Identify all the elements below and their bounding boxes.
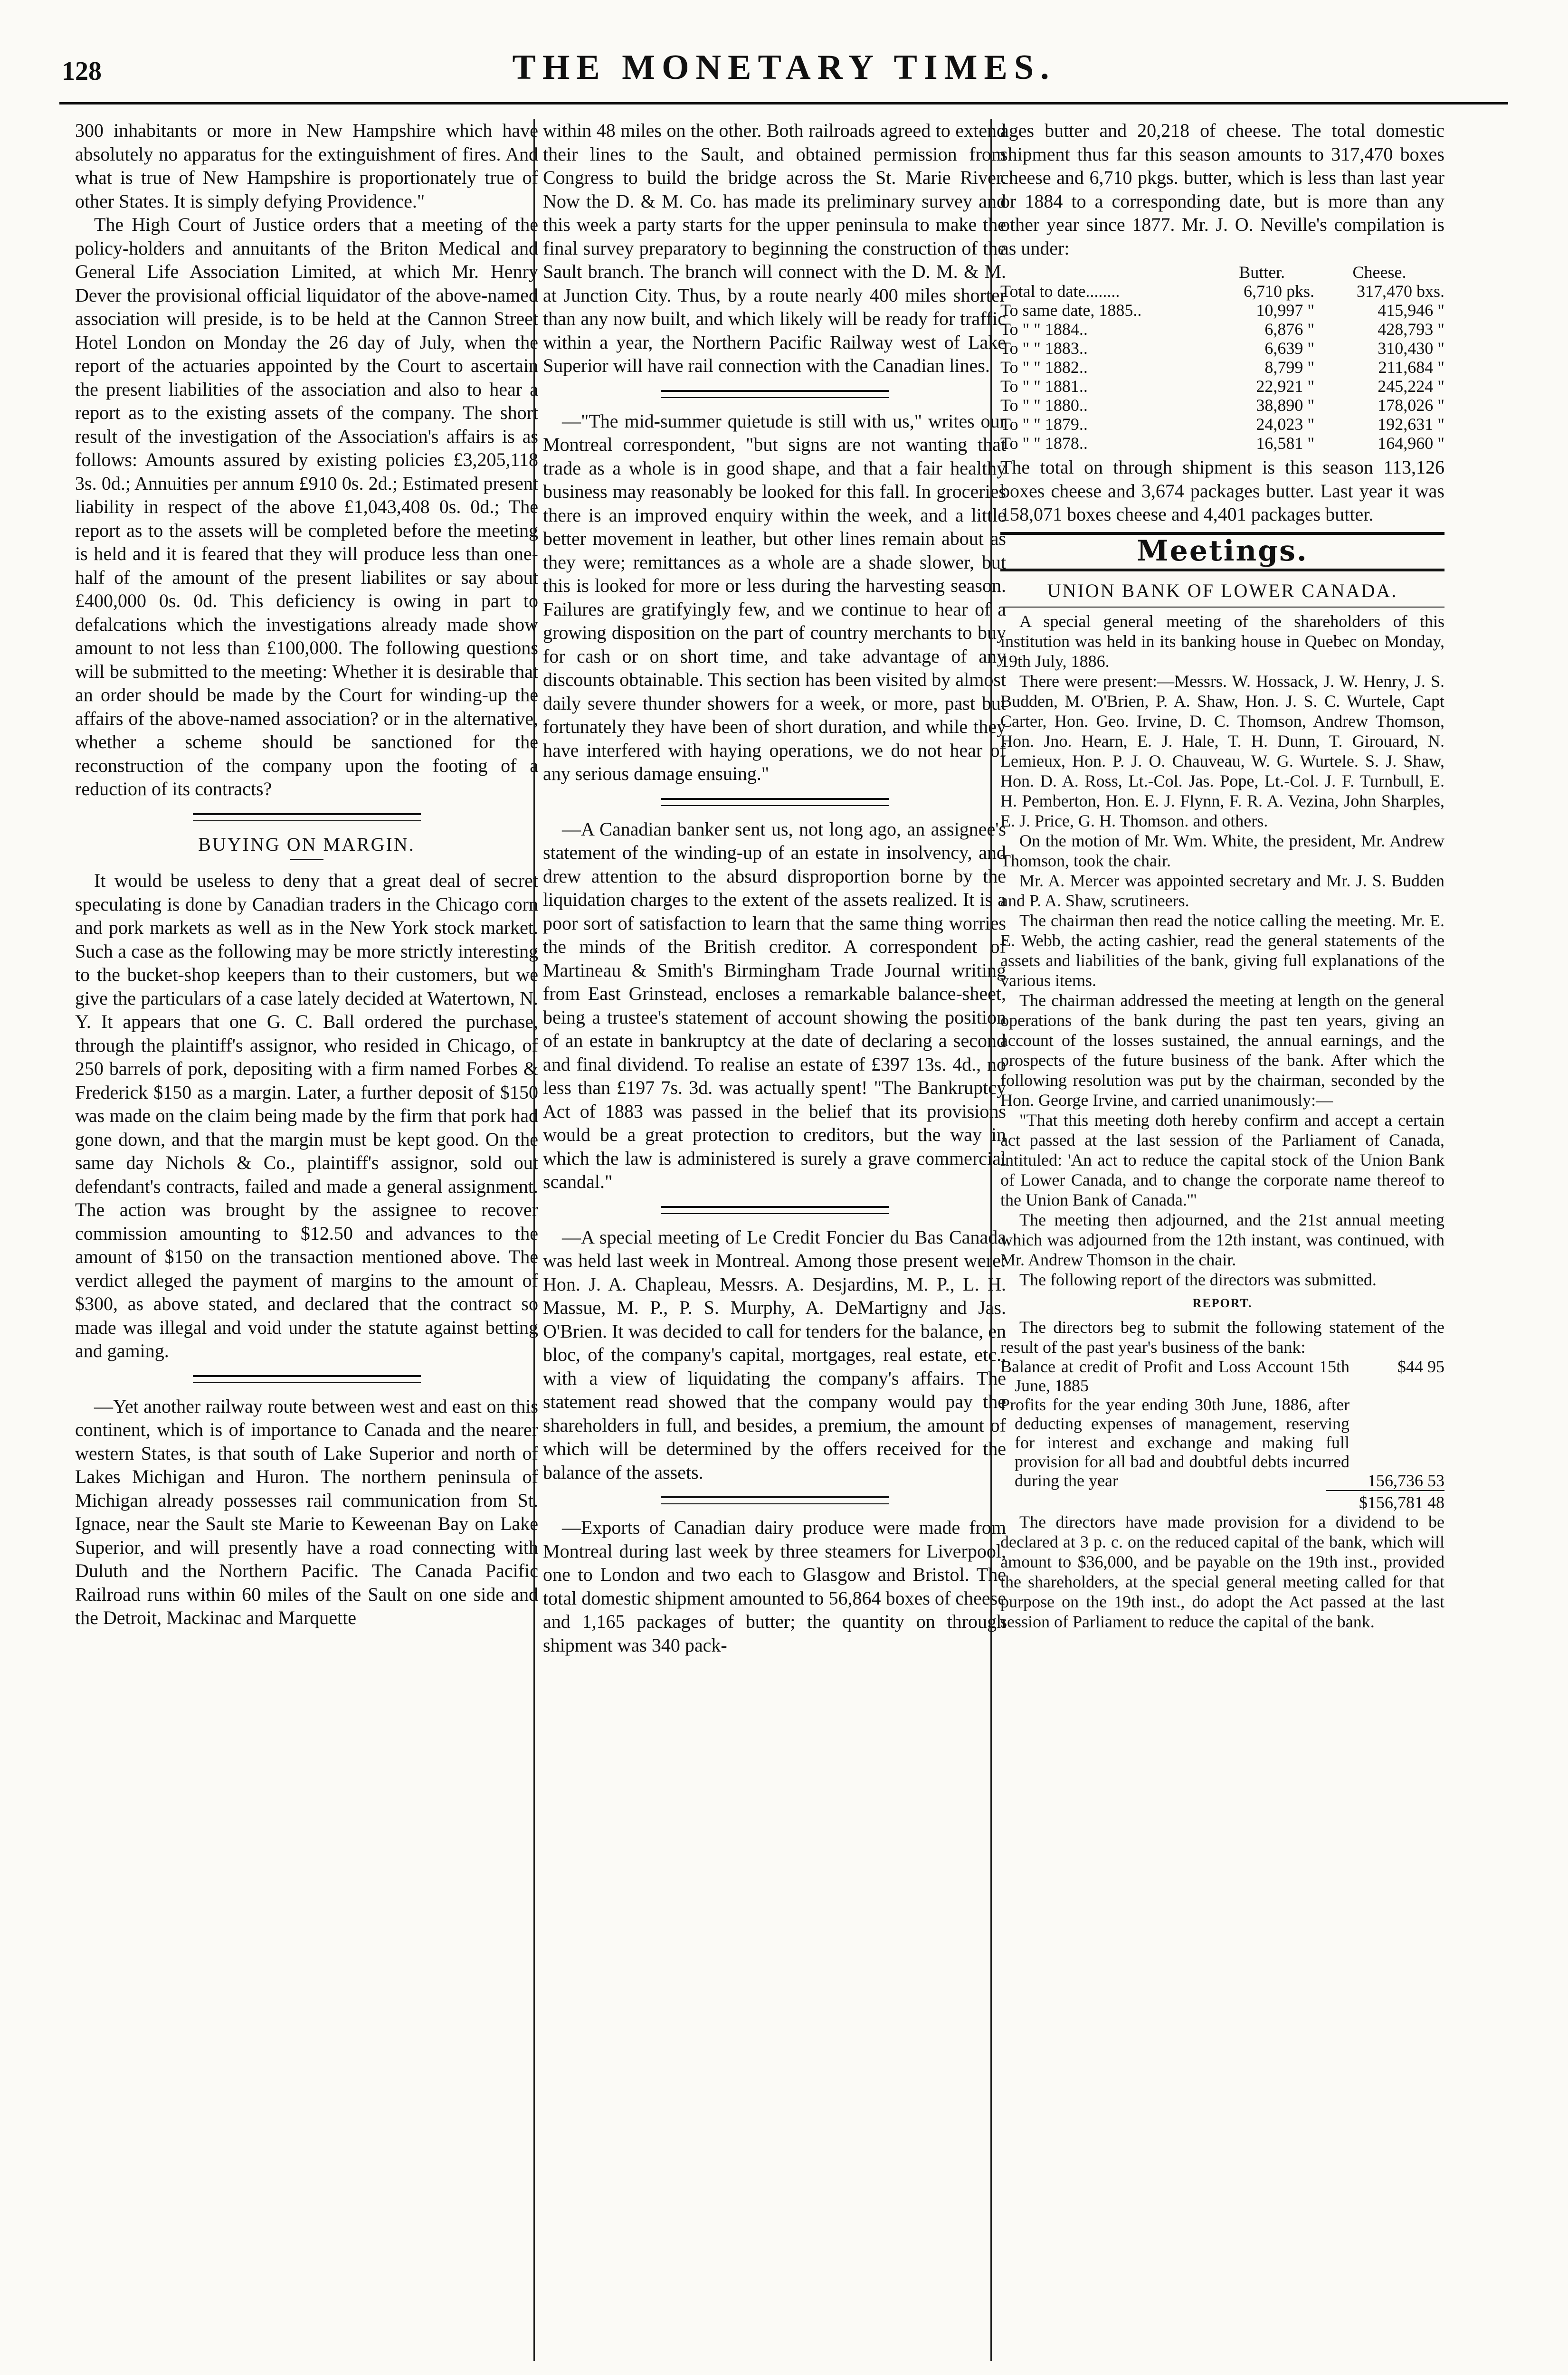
heading-buying-on-margin: BUYING ON MARGIN. [198, 833, 415, 855]
table-cell: 317,470 bxs. [1356, 282, 1444, 301]
article-railway-route: —Yet another railway route between west and east on this continent, which is of importance to Canada and the nearer western States, is that south of Lake Superior and north of Lakes Michigan and Huron. The northern peninsula of Michigan already possesses rail communication from St. Ignace, near the Sault ste Marie to Keweenan Bay on Lake Superior, and will presently have a road connecting with Duluth and the Northern Pacific. The Canada Pacific Railroad runs within 60 miles of the Sault on one side and the Detroit, Mackinac and Marquette [75, 1395, 538, 1628]
table-cell: 38,890 " [1256, 396, 1315, 415]
table-cell: 16,581 " [1256, 434, 1315, 453]
section-divider [193, 1375, 421, 1383]
statement-line-profits [1000, 1395, 1444, 1490]
table-cell: To " " 1882.. [1000, 358, 1088, 377]
meetings-title: Meetings. [1137, 534, 1308, 568]
column-2 [543, 119, 1006, 2361]
article-dairy-continuation: ages butter and 20,218 of cheese. The total domestic shipment thus far this season amounts to 317,470 boxes cheese and 6,710 pkgs. butter, which is less than last year or 1884 to a corresponding date, but is more than any other year since 1877. Mr. J. O. Neville's compilation is as under: [1000, 120, 1444, 259]
masthead: THE MONETARY TIMES. [512, 48, 1056, 87]
table-row [1000, 339, 1444, 358]
paragraph: The following report of the directors was submitted. [1019, 1270, 1377, 1289]
section-rule [1000, 569, 1444, 571]
statement-line-balance [1000, 1357, 1444, 1395]
table-row [1000, 434, 1444, 453]
table-row [1000, 320, 1444, 339]
article-dairy-exports: —Exports of Canadian dairy produce were made from Montreal during last week by three steamers for Liverpool, one to London and two each to Glasgow and Bristol. The total domestic shipment amounted to 56,864 boxes of cheese and 1,165 packages of butter; the quantity on through shipment was 340 pack- [543, 1517, 1006, 1656]
paragraph: The directors have made provision for a dividend to be declared at 3 p. c. on the reduced capital of the bank, which will amount to $36,000, and be payable on the 19th inst., provided the shareholders, at the special general meeting called for that purpose on the 19th inst., do adopt the Act passed at the last session of Parliament to reduce the capital of the bank. [1000, 1512, 1444, 1631]
section-divider [661, 1496, 889, 1504]
paragraph: A special general meeting of the shareholders of this institution was held in its banking house in Quebec on Monday, 19th July, 1886. [1000, 611, 1444, 671]
statement-amount: 156,736 53 [1368, 1471, 1444, 1490]
paragraph: The chairman then read the notice calling the meeting. Mr. E. E. Webb, the acting cashier, read the general statements of the assets and liabilities of the bank, giving full explanations of the various items. [1000, 911, 1444, 990]
table-row [1000, 415, 1444, 434]
statement-amount: $44 95 [1397, 1357, 1444, 1376]
table-cell: To same date, 1885.. [1000, 301, 1142, 320]
dairy-shipment-table [1000, 263, 1444, 453]
article-credit-foncier: —A special meeting of Le Credit Foncier du Bas Canada was held last week in Montreal. Among those present were: Hon. J. A. Chapleau, Messrs. A. Desjardins, M. P., L. H. Massue, M. P., P. S. Murphy, A. DeMartigny and Jas. O'Brien. It was decided to call for tenders for the balance, en bloc, of the company's capital, mortgages, real estate, etc., with a view of liquidating the company's affairs. The statement read showed that the company would pay the shareholders in full, and besides, a premium, the amount of which will be determined by the offers received for the balance of the assets. [543, 1226, 1006, 1483]
column-3 [1000, 119, 1444, 2361]
table-header-row [1000, 263, 1444, 282]
table-row [1000, 377, 1444, 396]
table-row [1000, 396, 1444, 415]
union-bank-report [1000, 611, 1444, 1632]
paragraph: Mr. A. Mercer was appointed secretary and Mr. J. S. Budden and P. A. Shaw, scrutineers. [1000, 871, 1444, 910]
report-title: REPORT. [1192, 1296, 1253, 1310]
table-cell: To " " 1883.. [1000, 339, 1088, 358]
table-cell: Total to date........ [1000, 282, 1120, 301]
statement-label: Profits for the year ending 30th June, 1886, after deducting expenses of management, reserving for interest and exchange and making full provision for all bad and doubtful debts incurred during the year [1000, 1395, 1349, 1490]
table-cell: To " " 1881.. [1000, 377, 1088, 396]
article-buying-on-margin: It would be useless to deny that a great deal of secret speculating is done by Canadian traders in the Chicago corn and pork markets as well as in the New York stock market. Such a case as the following may be more strictly interesting to the bucket-shop keepers than to their customers, but we give the particulars of a case lately decided at Watertown, N. Y. It appears that one G. C. Ball ordered the purchase, through the plaintiff's assignor, who resided in Chicago, of 250 barrels of pork, depositing with a firm named Forbes & Frederick $150 as a margin. Later, a further deposit of $150 was made on the claim being made by the firm that pork had gone down, and that the margin must be kept good. On the same day Nichols & Co., plaintiff's assignor, sold out defendant's contracts, failed and made a general assignment. The action was brought by the assignee to recover commission amounting to $12.50 and advances to the amount of $150 on the transaction mentioned above. The verdict alleged the payment of margins to the amount of $300, as above stated, and declared that the contract so made was illegal and void under the statute against betting and gaming. [75, 870, 538, 1361]
table-cell: 6,639 " [1264, 339, 1315, 358]
table-cell: 415,946 " [1378, 301, 1444, 320]
table-cell: 8,799 " [1264, 358, 1315, 377]
section-divider [661, 390, 889, 398]
table-cell: To " " 1880.. [1000, 396, 1088, 415]
article-canadian-banker: —A Canadian banker sent us, not long ago, an assignee's statement of the winding-up of an estate in insolvency, and drew attention to the absurd disproportion borne by the liquidation charges to the extent of the assets realized. It is a poor sort of satisfaction to learn that the same thing worries the minds of the British creditor. A correspondent of Martineau & Smith's Birmingham Trade Journal writing from East Grinstead, encloses a remarkable balance-sheet, being a trustee's statement of account showing the position of an estate in bankruptcy at the date of declaring a second and final dividend. To realise an estate of £397 13s. 4d., no less than £197 7s. 3d. was actually spent! "The Bankruptcy Act of 1883 was passed in the belief that its provisions would be a great protection to creditors, but the way in which the law is administered is surely a grave commercial scandal." [543, 818, 1006, 1192]
masthead-rule [59, 102, 1508, 104]
paragraph: The meeting then adjourned, and the 21st annual meeting which was adjourned from the 12th instant, was continued, with Mr. Andrew Thomson in the chair. [1000, 1210, 1444, 1269]
table-header-cheese: Cheese. [1352, 263, 1406, 282]
table-cell: 428,793 " [1378, 320, 1444, 339]
article-railway-continuation: within 48 miles on the other. Both railroads agreed to extend their lines to the Sault, and obtained permission from Congress to build the bridge across the St. Marie River. Now the D. & M. Co. has made its preliminary survey and this week a party starts for the upper peninsula to make the final survey preparatory to beginning the construction of the Sault branch. The branch will connect with the D. M. & M. at Junction City. Thus, by a route nearly 400 miles shorter than any now built, and which likely will be ready for traffic within a year, the Northern Pacific Railway west of Lake Superior will have rail connection with the Canadian lines. [543, 120, 1006, 376]
section-divider [661, 1206, 889, 1214]
article-fire-continuation: 300 inhabitants or more in New Hampshire which have absolutely no apparatus for the extinguishment of fires. And what is true of New Hampshire is proportionately true of other States. It is simply defying Providence." [75, 120, 538, 212]
table-cell: 164,960 " [1378, 434, 1444, 453]
table-cell: 6,710 pks. [1244, 282, 1315, 301]
table-cell: 211,684 " [1378, 358, 1444, 377]
table-row [1000, 358, 1444, 377]
table-cell: 310,430 " [1378, 339, 1444, 358]
paragraph: "That this meeting doth hereby confirm and accept a certain act passed at the last session of the Parliament of Canada, intituled: 'An act to reduce the capital stock of the Union Bank of Lower Canada, and to change the corporate name thereof to the Union Bank of Canada.'" [1000, 1110, 1444, 1209]
table-cell: 6,876 " [1264, 320, 1315, 339]
paragraph: The directors beg to submit the following statement of the result of the past year's business of the bank: [1000, 1317, 1444, 1357]
heading-rule [1000, 607, 1444, 608]
table-cell: To " " 1879.. [1000, 415, 1088, 434]
statement-total: $156,781 48 [1326, 1490, 1444, 1512]
heading-underline [290, 859, 323, 860]
table-row [1000, 301, 1444, 320]
heading-union-bank: UNION BANK OF LOWER CANADA. [1047, 580, 1398, 601]
paragraph: The chairman addressed the meeting at length on the general operations of the bank during the past ten years, giving an account of the losses sustained, the annual earnings, and the prospects of the future business of the bank. After which the following resolution was put by the chairman, seconded by the Hon. George Irvine, and carried unanimously:— [1000, 990, 1444, 1110]
table-cell: 22,921 " [1256, 377, 1315, 396]
table-header-butter: Butter. [1239, 263, 1285, 282]
table-cell: 24,023 " [1256, 415, 1315, 434]
article-midsummer-quietude: —"The mid-summer quietude is still with us," writes our Montreal correspondent, "but signs are not wanting that trade as a whole is in good shape, and that a fair healthy business may reasonably be looked for this fall. In groceries there is an improved enquiry within the week, and a little better movement in leather, but other lines remain about as they were; remittances as a whole are a shade slower, but this is looked for more or less during the harvesting season. Failures are gratifyingly few, and we continue to hear of a growing disposition on the part of country merchants to buy for cash or on short time, and take advantage of any discounts obtainable. This section has been visited by almost daily severe thunder showers for a week, or more, past but fortunately they have been of short duration, and while they have interfered with haying operations, we do not hear of any serious damage ensuing." [543, 410, 1006, 784]
table-cell: To " " 1878.. [1000, 434, 1088, 453]
table-cell: 10,997 " [1256, 301, 1315, 320]
paragraph: On the motion of Mr. Wm. White, the president, Mr. Andrew Thomson, took the chair. [1000, 831, 1444, 870]
table-cell: To " " 1884.. [1000, 320, 1088, 339]
article-briton-medical: The High Court of Justice orders that a meeting of the policy-holders and annuitants of the Briton Medical and General Life Association Limited, at which Mr. Henry Dever the provisional official liquidator of the above-named association will preside, is to be held at the Cannon Street Hotel London on Monday the 26 day of July, when the report of the actuaries appointed by the Court to ascertain the present liabilities of the association and also to hear a report as to the existing assets of the company. The short result of the investigation of the Association's affairs is as follows: Amounts assured by existing policies £3,205,118 3s. 0d.; Annuities per annum £910 0s. 2d.; Estimated present liability in respect of the above £1,043,408 0s. 0d.; The report as to the assets will be completed before the meeting is held and it is feared that they will produce less than one-half of the amount of the present liabilites or say about £400,000 0s. 0d. This deficiency is owing in part to defalcations which the investigations already made show amount to not less than £100,000. The following questions will be submitted to the meeting: Whether it is desirable that an order should be made by the Court for winding-up the affairs of the above-named association? or in the alternative, whether a scheme should be sanctioned for the reconstruction of the company upon the footing of a reduction of its contracts? [75, 214, 538, 799]
table-row [1000, 282, 1444, 301]
statement-label: Balance at credit of Profit and Loss Account 15th June, 1885 [1000, 1357, 1349, 1395]
column-1 [75, 119, 538, 2361]
page-number: 128 [62, 57, 102, 86]
section-divider [193, 813, 421, 821]
article-through-shipment: The total on through shipment is this season 113,126 boxes cheese and 3,674 packages butter. Last year it was 158,071 boxes cheese and 4,401 packages butter. [1000, 456, 1444, 525]
table-cell: 192,631 " [1378, 415, 1444, 434]
paragraph: There were present:—Messrs. W. Hossack, J. W. Henry, J. S. Budden, M. O'Brien, P. A. Shaw, Hon. J. S. C. Wurtele, Capt Carter, Hon. Geo. Irvine, D. C. Thomson, Andrew Thomson, Hon. Jno. Hearn, E. J. Hale, T. H. Dunn, T. Girouard, N. Lemieux, Hon. P. J. O. Chauveau, W. G. Wurtele. S. J. Shaw, Hon. D. A. Ross, Lt.-Col. Jas. Pope, Lt.-Col. J. F. Turnbull, E. H. Pemberton, Hon. E. J. Flynn, F. R. A. Vezina, John Sharples, E. J. Price, G. H. Thomson. and others. [1000, 671, 1444, 830]
section-divider [661, 798, 889, 806]
table-cell: 245,224 " [1378, 377, 1444, 396]
table-cell: 178,026 " [1378, 396, 1444, 415]
